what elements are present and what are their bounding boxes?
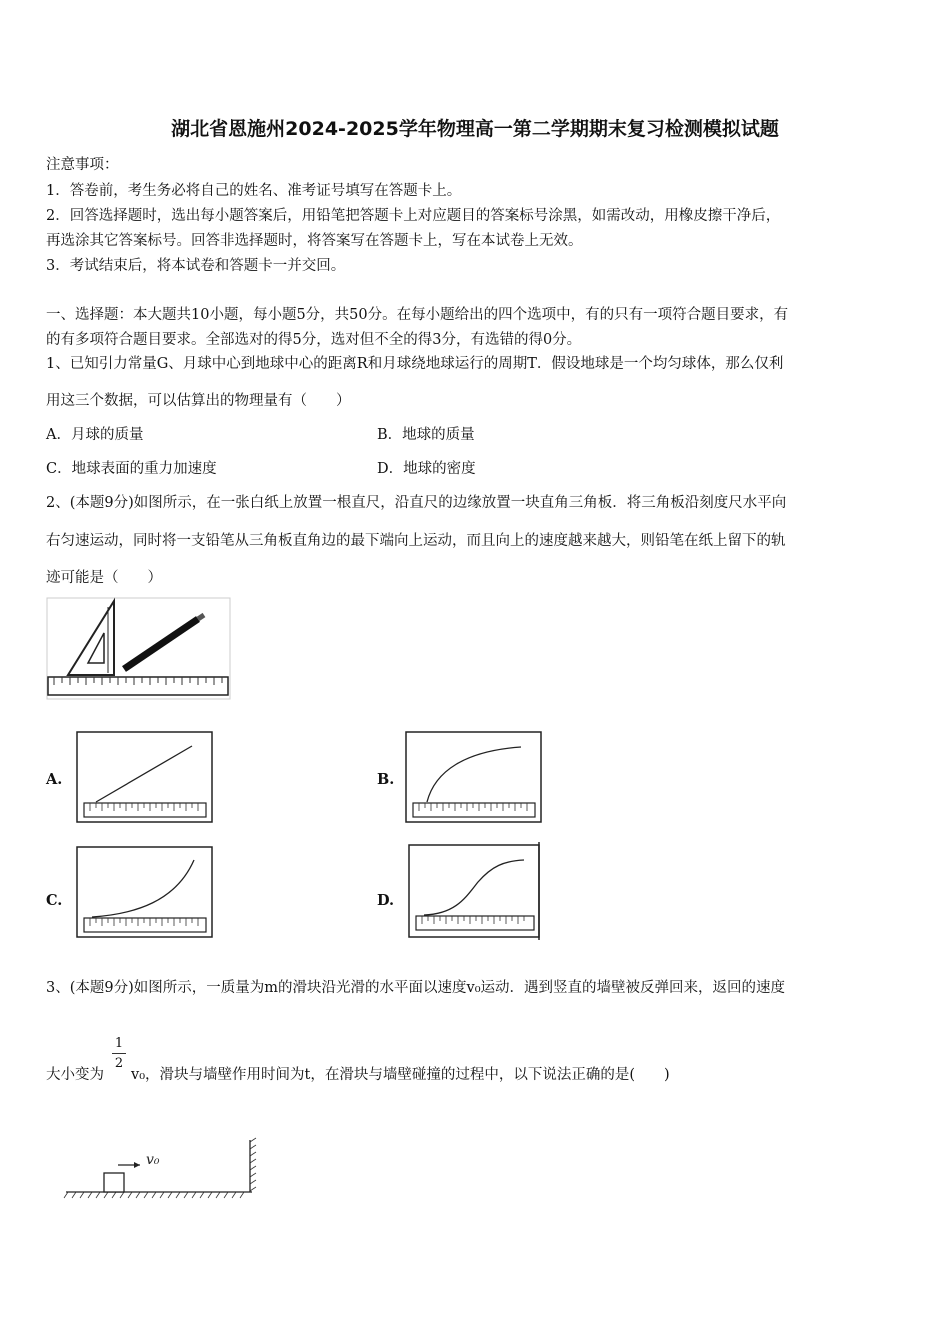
section-intro: 的有多项符合题目要求。全部选对的得5分，选对但不全的得3分，有选错的得0分。: [46, 332, 582, 348]
v0-label: v₀: [146, 1152, 160, 1168]
q3-fraction: [112, 1036, 126, 1071]
q1-option-c[interactable]: C．地球表面的重力加速度: [46, 461, 217, 477]
q3-fraction-denominator: 2: [114, 1056, 124, 1071]
q2-stem: 迹可能是（ ）: [46, 570, 162, 586]
q2-option-c-graph[interactable]: [76, 846, 214, 939]
q3-fraction-numerator: 1: [114, 1036, 124, 1051]
q2-stem: 2、(本题9分)如图所示，在一张白纸上放置一根直尺，沿直尺的边缘放置一块直角三角板．将三角板沿刻度尺水平向: [46, 495, 787, 511]
q3-stem-prefix: 大小变为: [46, 1067, 104, 1083]
q3-figure-block-wall: [60, 1136, 260, 1200]
q3-stem: 3、(本题9分)如图所示，一质量为m的滑块沿光滑的水平面以速度v₀运动．遇到竖直的墙壁被反弹回来，返回的速度: [46, 980, 786, 996]
q1-option-d[interactable]: D．地球的密度: [377, 461, 476, 477]
q2-option-c-label[interactable]: C.: [46, 892, 63, 909]
q2-stem: 右匀速运动，同时将一支铅笔从三角板直角边的最下端向上运动，而且向上的速度越来越大，则铅笔在纸上留下的轨: [46, 533, 786, 549]
q2-option-a-graph[interactable]: [76, 731, 214, 824]
note-item: 再选涂其它答案标号。回答非选择题时，将答案写在答题卡上，写在本试卷上无效。: [46, 233, 583, 249]
q1-option-b[interactable]: B．地球的质量: [377, 427, 475, 443]
note-item: 2．回答选择题时，选出每小题答案后，用铅笔把答题卡上对应题目的答案标号涂黑，如需改动，用橡皮擦干净后，: [46, 208, 781, 224]
section-intro: 一、选择题：本大题共10小题，每小题5分，共50分。在每小题给出的四个选项中，有的只有一项符合题目要求，有: [46, 307, 789, 323]
note-item: 1．答卷前，考生务必将自己的姓名、准考证号填写在答题卡上。: [46, 183, 462, 199]
q2-option-b-label[interactable]: B.: [377, 771, 395, 788]
note-item: 3．考试结束后，将本试卷和答题卡一并交回。: [46, 258, 346, 274]
page-title: 湖北省恩施州2024-2025学年物理高一第二学期期末复习检测模拟试题: [171, 118, 779, 140]
q3-stem-rest: v₀，滑块与墙壁作用时间为t，在滑块与墙壁碰撞的过程中，以下说法正确的是( ): [131, 1067, 670, 1083]
q2-option-d-label[interactable]: D.: [377, 892, 395, 909]
q1-stem: 用这三个数据，可以估算出的物理量有（ ）: [46, 393, 351, 409]
q1-option-a[interactable]: A．月球的质量: [46, 427, 144, 443]
q2-option-b-graph[interactable]: [405, 731, 543, 824]
q2-option-d-graph[interactable]: [406, 842, 542, 940]
q1-stem: 1、已知引力常量G、月球中心到地球中心的距离R和月球绕地球运行的周期T．假设地球是一个均匀球体，那么仅利: [46, 356, 784, 372]
q2-option-a-label[interactable]: A.: [46, 771, 63, 788]
q2-figure-ruler-triangle-pencil: [46, 597, 232, 701]
notes-heading: 注意事项：: [46, 157, 119, 173]
